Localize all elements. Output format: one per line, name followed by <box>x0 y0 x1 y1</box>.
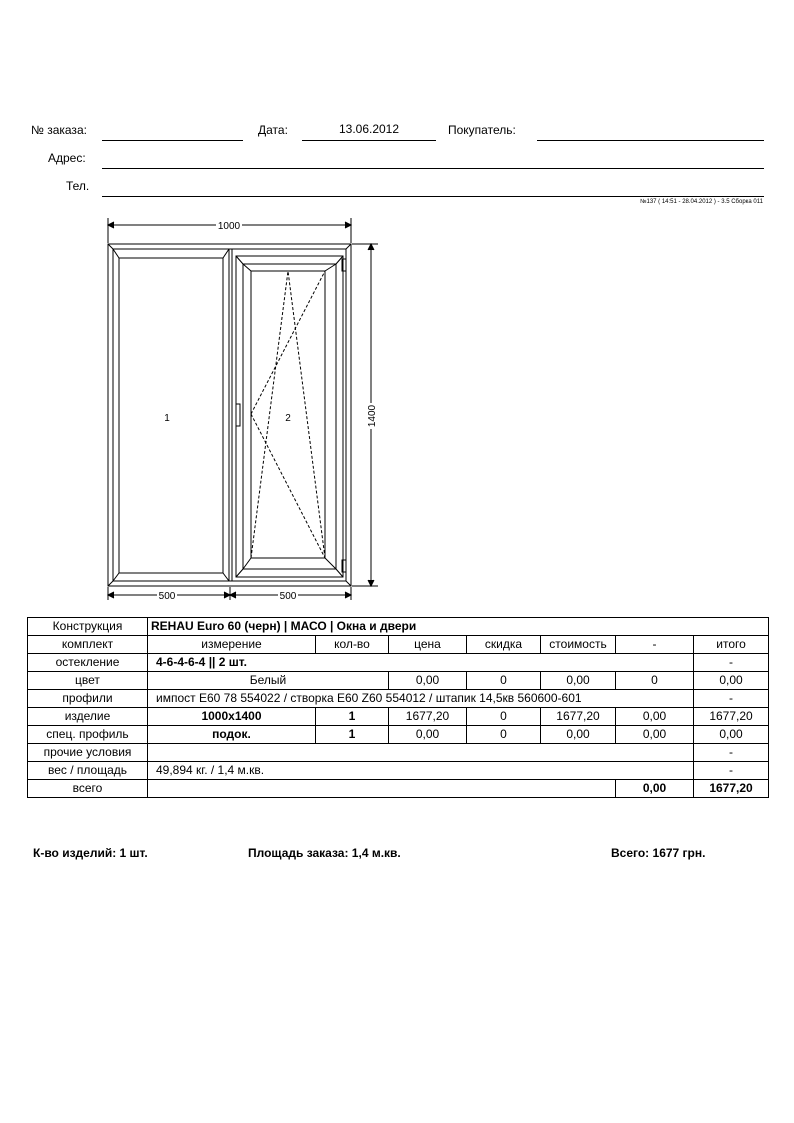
column-header: итого <box>694 636 769 654</box>
product-size: 1000x1400 <box>148 708 316 726</box>
weight-value: 49,894 кг. / 1,4 м.кв. <box>148 762 694 780</box>
special-qty: 1 <box>316 726 389 744</box>
dimension-bottom-left-label: 500 <box>158 591 176 602</box>
dimension-bottom-right-label: 500 <box>279 591 297 602</box>
row-total: - <box>694 744 769 762</box>
row-extra: 0,00 <box>616 726 694 744</box>
row-price: 1677,20 <box>389 708 467 726</box>
table-row-weight <box>28 762 769 780</box>
dimension-right-label: 1400 <box>367 404 378 428</box>
phone-label: Тел. <box>66 179 90 193</box>
dimension-top-label: 1000 <box>217 221 241 232</box>
date-value: 13.06.2012 <box>338 122 400 136</box>
row-price: 0,00 <box>389 726 467 744</box>
table-row-profiles <box>28 690 769 708</box>
row-price: 0,00 <box>389 672 467 690</box>
row-label: профили <box>28 690 148 708</box>
column-header: скидка <box>467 636 541 654</box>
table-row-other <box>28 744 769 762</box>
left-pane-number: 1 <box>164 413 170 424</box>
summary-area: Площадь заказа: 1,4 м.кв. <box>248 846 401 860</box>
row-total: 0,00 <box>694 726 769 744</box>
column-header: кол-во <box>316 636 389 654</box>
row-label: вес / площадь <box>28 762 148 780</box>
row-label: спец. профиль <box>28 726 148 744</box>
column-header: измерение <box>148 636 316 654</box>
date-label: Дата: <box>258 123 288 137</box>
spec-table <box>27 617 769 798</box>
column-header: стоимость <box>541 636 616 654</box>
left-pane-glass <box>119 258 223 573</box>
profiles-value: импост Е60 78 554022 / створка Е60 Z60 554012 / штапик 14,5кв 560600-601 <box>148 690 694 708</box>
glazing-value: 4-6-4-6-4 || 2 шт. <box>148 654 694 672</box>
table-header-row <box>28 636 769 654</box>
sum-extra: 0,00 <box>616 780 694 798</box>
other-value <box>148 744 694 762</box>
address-label: Адрес: <box>48 151 86 165</box>
table-row-color <box>28 672 769 690</box>
right-pane-number: 2 <box>285 413 291 424</box>
phone-field[interactable] <box>102 196 764 197</box>
sum-total: 1677,20 <box>694 780 769 798</box>
row-extra: 0,00 <box>616 708 694 726</box>
date-field[interactable] <box>302 140 436 141</box>
row-discount: 0 <box>467 708 541 726</box>
product-qty: 1 <box>316 708 389 726</box>
row-label: прочие условия <box>28 744 148 762</box>
row-cost: 1677,20 <box>541 708 616 726</box>
row-label: изделие <box>28 708 148 726</box>
order-number-field[interactable] <box>102 140 243 141</box>
row-total: 1677,20 <box>694 708 769 726</box>
column-header: цена <box>389 636 467 654</box>
table-row-special <box>28 726 769 744</box>
table-row-construction <box>28 618 769 636</box>
table-row-glazing <box>28 654 769 672</box>
row-total: - <box>694 690 769 708</box>
address-field[interactable] <box>102 168 764 169</box>
window-drawing <box>95 212 395 607</box>
summary-items: К-во изделий: 1 шт. <box>33 846 148 860</box>
row-cost: 0,00 <box>541 672 616 690</box>
table-row-product <box>28 708 769 726</box>
column-header: - <box>616 636 694 654</box>
row-total: - <box>694 762 769 780</box>
row-label: всего <box>28 780 148 798</box>
sum-spacer <box>148 780 616 798</box>
row-cost: 0,00 <box>541 726 616 744</box>
table-row-sum <box>28 780 769 798</box>
row-extra: 0 <box>616 672 694 690</box>
row-label: остекление <box>28 654 148 672</box>
row-total: 0,00 <box>694 672 769 690</box>
color-value: Белый <box>148 672 389 690</box>
row-discount: 0 <box>467 726 541 744</box>
row-label: цвет <box>28 672 148 690</box>
construction-value: REHAU Euro 60 (черн) | МАСО | Окна и двери <box>148 618 769 636</box>
row-discount: 0 <box>467 672 541 690</box>
construction-label: Конструкция <box>28 618 148 636</box>
buyer-label: Покупатель: <box>448 123 516 137</box>
build-info: №137 ( 14:51 - 28.04.2012 ) - 3.5 Сборка 011 <box>640 199 763 205</box>
buyer-field[interactable] <box>537 140 764 141</box>
special-size: подок. <box>148 726 316 744</box>
summary-total: Всего: 1677 грн. <box>611 846 706 860</box>
column-header: комплект <box>28 636 148 654</box>
order-number-label: № заказа: <box>31 123 87 137</box>
row-total: - <box>694 654 769 672</box>
window-handle <box>236 404 240 426</box>
